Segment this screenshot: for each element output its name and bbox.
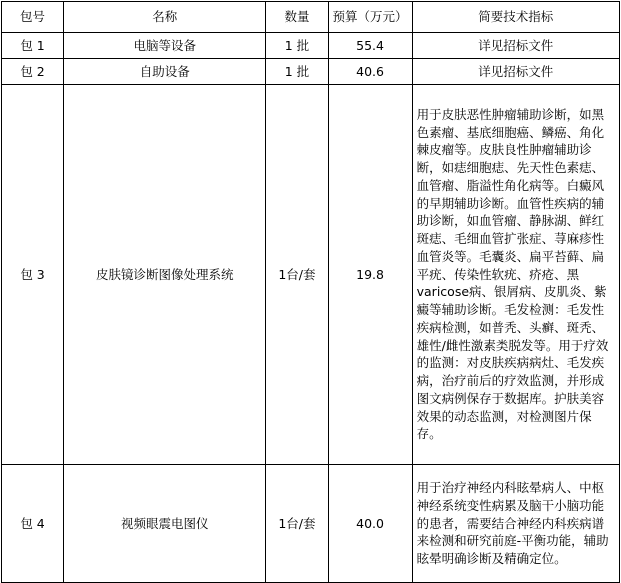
cell-quantity: 1台/套	[266, 85, 328, 465]
bid-packages-table	[1, 1, 620, 583]
cell-budget: 55.4	[328, 33, 412, 59]
cell-budget: 40.6	[328, 59, 412, 85]
cell-package: 包 1	[2, 33, 64, 59]
table-row	[2, 85, 620, 465]
cell-budget: 19.8	[328, 85, 412, 465]
table-header	[2, 2, 620, 33]
cell-spec: 详见招标文件	[412, 33, 619, 59]
cell-quantity: 1 批	[266, 59, 328, 85]
cell-name: 视频眼震电图仪	[64, 465, 266, 583]
cell-budget: 40.0	[328, 465, 412, 583]
table-body	[2, 33, 620, 583]
cell-quantity: 1台/套	[266, 465, 328, 583]
table-header-row	[2, 2, 620, 33]
cell-package: 包 3	[2, 85, 64, 465]
cell-name: 自助设备	[64, 59, 266, 85]
table-row	[2, 465, 620, 583]
cell-package: 包 4	[2, 465, 64, 583]
cell-name: 皮肤镜诊断图像处理系统	[64, 85, 266, 465]
cell-spec: 用于皮肤恶性肿瘤辅助诊断，如黑色素瘤、基底细胞癌、鳞癌、角化棘皮瘤等。皮肤良性肿瘤辅助诊断，如痣细胞痣、先天性色素痣、血管瘤、脂溢性角化病等。白癜风的早期辅助诊断。血管性疾病的辅助诊断，如血管瘤、静脉湖、鲜红斑痣、毛细血管扩张症、荨麻疹性血管炎等。毛囊炎、扁平苔藓、扁平疣、传染性软疣、疥疮、黑varicose病、银屑病、皮肌炎、紫癜等辅助诊断。毛发检测：毛发性疾病检测，如普秃、头癣、斑秃、雄性/雌性激素类脱发等。用于疗效的监测：对皮肤疾病病灶、毛发疾病，治疗前后的疗效监测，并形成图文病例保存于数据库。护肤美容效果的动态监测，对检测图片保存。	[412, 85, 619, 465]
column-header-package: 包号	[2, 2, 64, 33]
cell-name: 电脑等设备	[64, 33, 266, 59]
cell-spec: 用于治疗神经内科眩晕病人、中枢神经系统变性病累及脑干小脑功能的患者，需要结合神经内科疾病谱来检测和研究前庭-平衡功能，辅助眩晕明确诊断及精确定位。	[412, 465, 619, 583]
column-header-quantity: 数量	[266, 2, 328, 33]
table-row	[2, 33, 620, 59]
cell-quantity: 1 批	[266, 33, 328, 59]
cell-spec: 详见招标文件	[412, 59, 619, 85]
column-header-name: 名称	[64, 2, 266, 33]
column-header-budget: 预算（万元）	[328, 2, 412, 33]
cell-package: 包 2	[2, 59, 64, 85]
table-row	[2, 59, 620, 85]
column-header-spec: 简要技术指标	[412, 2, 619, 33]
